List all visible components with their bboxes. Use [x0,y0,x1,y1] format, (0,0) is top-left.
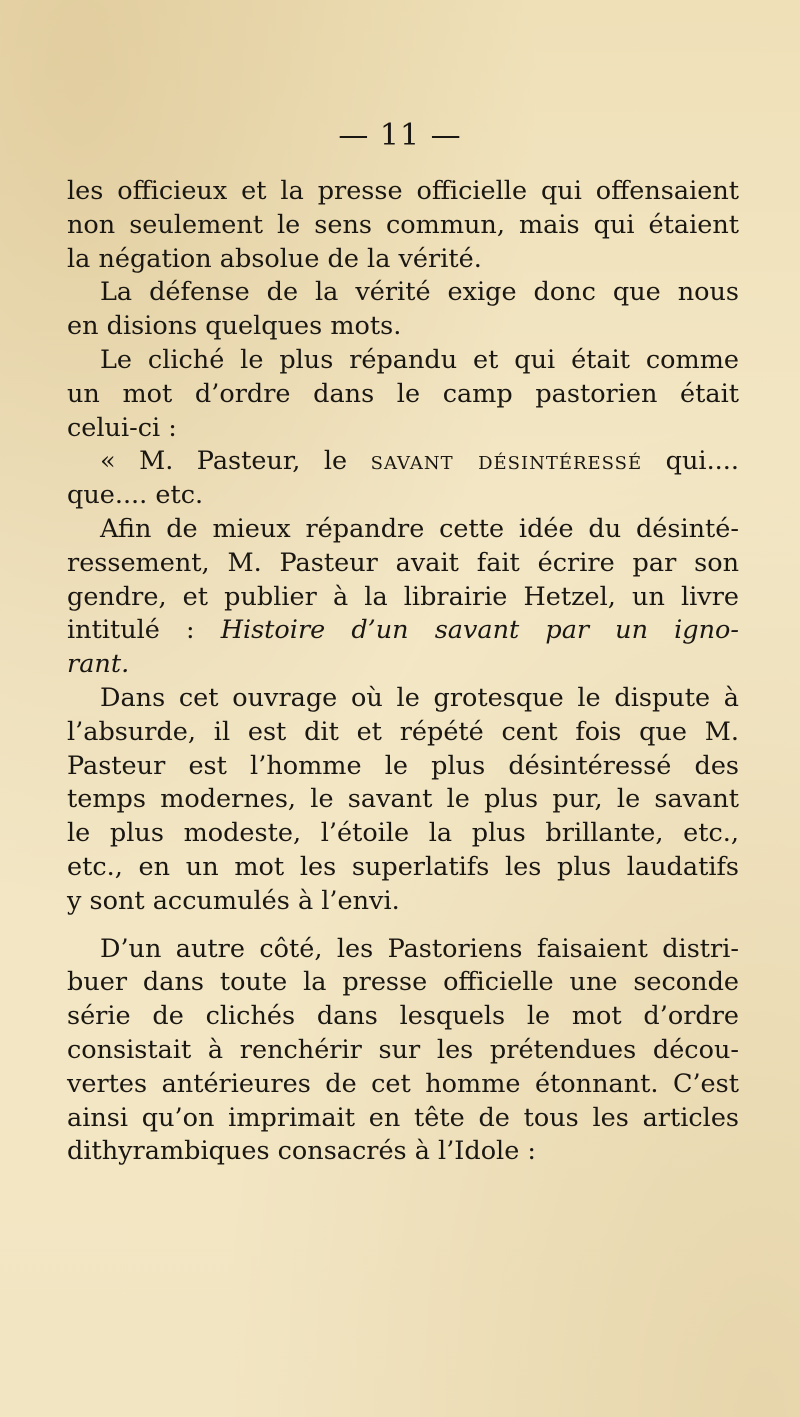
text-line: l’absurde, il est dit et répété cent fois que M. [67,716,739,747]
text-line: y sont accumulés à l’envi. [67,885,400,916]
text-line: buer dans toute la presse officielle une seconde [67,967,739,998]
body-text [67,175,739,1169]
text-line: vertes antérieures de cet homme étonnant. C’est [67,1068,739,1099]
book-title-italic: Histoire d’un savant par un igno- [220,615,740,646]
text-line [67,614,739,648]
paragraph [67,513,739,682]
text-line: celui-ci : [67,412,177,443]
text-line: La défense de la vérité exige donc que nous [100,277,739,308]
text-fragment: intitulé : [67,615,221,646]
book-title-italic: rant. [67,649,130,680]
text-line: un mot d’ordre dans le camp pastorien était [67,378,739,409]
text-line: temps modernes, le savant le plus pur, le savant [67,784,739,815]
paragraph [67,344,739,445]
text-line: en disions quelques mots. [67,311,402,342]
text-line: série de clichés dans lesquels le mot d’ordre [67,1001,739,1032]
text-line: ressement, M. Pasteur avait fait écrire par son [67,547,739,578]
text-line: Dans cet ouvrage où le grotesque le dispute à [100,682,739,713]
page-number: — 11 — [338,118,462,153]
text-line: ainsi qu’on imprimait en tête de tous les articles [67,1102,739,1133]
text-line: Le cliché le plus répandu et qui était comme [100,344,739,375]
paragraph [67,276,739,344]
text-line: les officieux et la presse officielle qui offensaient [67,176,739,206]
text-line: gendre, et publier à la librairie Hetzel, un livre [67,581,739,612]
text-line: D’un autre côté, les Pastoriens faisaient distri- [100,933,739,964]
text-line: Pasteur est l’homme le plus désintéressé des [67,750,739,781]
text-line: non seulement le sens commun, mais qui étaient [67,209,739,240]
paragraph [67,682,739,919]
text-line: consistait à renchérir sur les prétendues décou- [67,1034,739,1065]
text-line [67,445,739,479]
paragraph [67,933,739,1170]
paragraph [67,175,739,276]
text-fragment: qui.... [642,446,739,477]
text-line: la négation absolue de la vérité. [67,243,482,274]
text-line [67,648,739,682]
text-line: le plus modeste, l’étoile la plus brillante, etc., [67,818,739,849]
paragraph-spacer [67,919,739,933]
text-line: Afin de mieux répandre cette idée du désinté- [100,513,739,544]
text-fragment: « M. Pasteur, le [100,446,371,477]
small-caps-phrase: savant désintéressé [370,446,643,477]
text-line: etc., en un mot les superlatifs les plus laudatifs [67,851,739,882]
text-line: dithyrambiques consacrés à l’Idole : [67,1136,536,1167]
text-line: que.... etc. [67,480,204,511]
paragraph-quote [67,445,739,513]
